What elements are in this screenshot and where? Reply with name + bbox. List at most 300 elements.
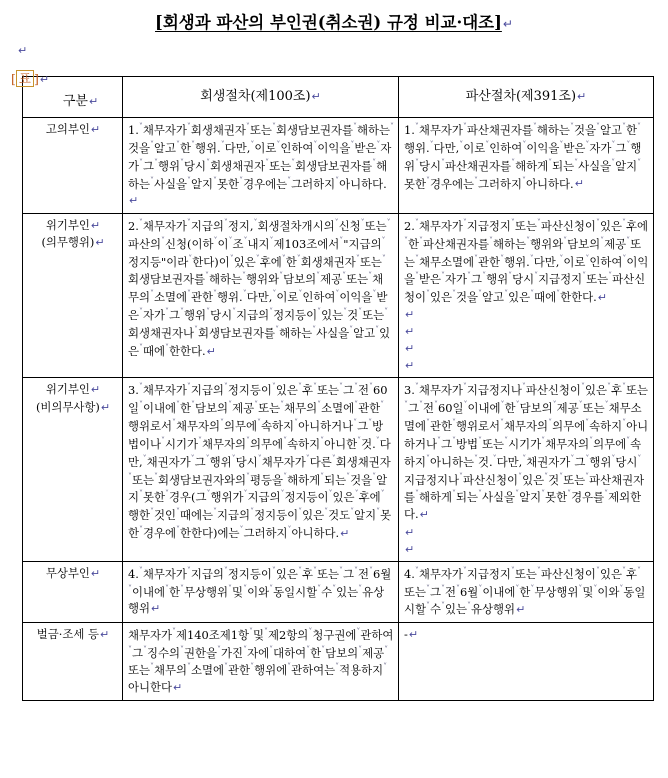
space-mark-icon: ˅ [271,565,276,575]
document-title-line [0,9,668,33]
space-mark-icon: ˅ [250,139,255,149]
space-mark-icon: ˅ [559,471,564,481]
space-mark-icon: ˅ [342,271,347,281]
space-mark-icon: ˅ [223,382,228,392]
space-mark-icon: ˅ [249,626,254,636]
row-label-line: 고의부인↵ [45,122,101,136]
space-mark-icon: ˅ [515,489,520,499]
space-mark-icon: ˅ [358,307,363,317]
space-mark-icon: ˅ [275,324,280,334]
space-mark-icon: ˅ [187,175,192,185]
space-mark-icon: ˅ [205,271,210,281]
space-mark-icon: ˅ [637,453,642,463]
space-mark-icon: ˅ [462,122,467,131]
space-mark-icon: ˅ [165,342,170,352]
space-mark-icon: ˅ [297,565,302,575]
paragraph-mark-icon: ↵ [100,400,111,414]
cell-empty-paragraph [404,357,649,374]
space-mark-icon: ˅ [231,453,236,463]
space-mark-icon: ˅ [269,583,274,593]
space-mark-icon: ˅ [139,525,144,535]
space-mark-icon: ˅ [530,289,535,299]
row-label-line: 무상부인↵ [45,565,101,580]
space-mark-icon: ˅ [532,122,537,131]
space-mark-icon: ˅ [172,626,177,636]
cell-empty-paragraph [404,323,649,340]
space-mark-icon: ˅ [452,418,457,428]
space-mark-icon: ˅ [452,289,457,299]
row-label-line: 위기부인↵ [45,217,101,232]
space-mark-icon: ˅ [414,217,419,227]
space-mark-icon: ˅ [563,235,568,245]
space-mark-icon: ˅ [515,583,520,593]
space-mark-icon: ˅ [567,489,572,499]
cell-paragraph: 채무자가˅제140조제1항˅및˅제2항의˅청구권에˅관하여˅그˅징수의˅권한을˅가진˅자에˅대하여˅한˅담보의˅제공˅또는˅채무의˅소멸에˅관한˅행위에˅관하여는˅적용하지˅아니한다↵ [128,626,394,695]
space-mark-icon: ˅ [243,489,248,499]
space-mark-icon: ˅ [188,253,193,263]
space-mark-icon: ˅ [313,139,318,149]
space-mark-icon: ˅ [187,289,192,299]
space-mark-icon: ˅ [595,217,600,227]
space-mark-icon: ˅ [585,139,590,149]
space-mark-icon: ˅ [611,139,616,149]
space-mark-icon: ˅ [372,471,377,481]
space-mark-icon: ˅ [536,565,541,575]
column-header-rehabilitation [123,77,399,118]
space-mark-icon: ˅ [384,307,389,317]
space-mark-icon: ˅ [206,157,211,167]
space-mark-icon: ˅ [358,644,363,654]
paragraph-mark-icon: ↵ [90,566,101,580]
space-mark-icon: ˅ [239,175,244,185]
space-mark-icon: ˅ [462,382,467,392]
space-mark-icon: ˅ [180,307,185,317]
space-mark-icon: ˅ [150,175,155,185]
space-mark-icon: ˅ [626,235,631,245]
space-mark-icon: ˅ [522,175,527,185]
space-mark-icon: ˅ [291,157,296,167]
space-mark-icon: ˅ [312,324,317,334]
table-tag-open-bracket: [ [11,71,16,86]
space-mark-icon: ˅ [559,139,564,149]
space-mark-icon: ˅ [419,235,424,245]
paragraph-mark-icon: ↵ [405,342,415,356]
cell-rehabilitation-2 [123,213,399,378]
space-mark-icon: ˅ [478,289,483,299]
table-header-row [23,77,654,118]
paragraph-mark-icon: ↵ [502,17,513,31]
paragraph-mark-icon: ↵ [405,308,415,322]
space-mark-icon: ˅ [346,471,351,481]
paragraph-mark-icon: ↵ [516,603,526,617]
space-mark-icon: ˅ [578,583,583,593]
space-mark-icon: ˅ [611,453,616,463]
space-mark-icon: ˅ [372,157,377,167]
space-mark-icon: ˅ [287,175,292,185]
paragraph-mark-icon: ↵ [90,123,101,136]
space-mark-icon: ˅ [187,662,192,672]
space-mark-icon: ˅ [128,583,132,593]
space-mark-icon: ˅ [414,565,419,575]
space-mark-icon: ˅ [271,122,276,131]
paragraph-mark-icon: ↵ [151,602,161,616]
space-mark-icon: ˅ [228,400,233,410]
cell-bankruptcy-1 [399,118,654,214]
space-mark-icon: ˅ [559,253,564,263]
space-mark-icon: ˅ [600,235,605,245]
space-mark-icon: ˅ [467,271,472,281]
space-mark-icon: ˅ [636,565,641,575]
space-mark-icon: ˅ [441,601,446,611]
space-mark-icon: ˅ [511,157,516,167]
space-mark-icon: ˅ [426,418,431,428]
cell-rehabilitation-3 [123,378,399,561]
cell-rehabilitation-1 [123,118,399,214]
space-mark-icon: ˅ [415,157,420,167]
space-mark-icon: ˅ [544,471,549,481]
space-mark-icon: ˅ [381,235,386,245]
space-mark-icon: ˅ [384,644,389,654]
cell-empty-paragraph [404,541,649,558]
space-mark-icon: ˅ [570,453,575,463]
space-mark-icon: ˅ [415,253,420,263]
space-mark-icon: ˅ [383,662,388,672]
space-mark-icon: ˅ [245,122,250,131]
space-mark-icon: ˅ [243,644,248,654]
space-mark-icon: ˅ [312,382,317,392]
space-mark-icon: ˅ [161,235,166,245]
space-mark-icon: ˅ [269,644,274,654]
space-mark-icon: ˅ [186,217,191,227]
space-mark-icon: ˅ [510,217,515,227]
paragraph-mark-icon: ↵ [206,344,216,358]
space-mark-icon: ˅ [213,235,218,245]
space-mark-icon: ˅ [462,217,467,227]
space-mark-icon: ˅ [176,139,181,149]
space-mark-icon: ˅ [637,157,642,167]
space-mark-icon: ˅ [280,400,285,410]
space-mark-icon: ˅ [585,418,590,428]
space-mark-icon: ˅ [272,289,277,299]
space-mark-icon: ˅ [297,382,302,392]
space-mark-icon: ˅ [224,662,229,672]
cell-bankruptcy-4 [399,561,654,622]
space-mark-icon: ˅ [441,271,446,281]
space-mark-icon: ˅ [139,342,144,352]
space-mark-icon: ˅ [504,289,509,299]
space-mark-icon: ˅ [352,122,357,131]
space-mark-icon: ˅ [478,583,483,593]
space-mark-icon: ˅ [574,157,579,167]
paragraph-mark-icon: ↵ [574,177,584,191]
cell-paragraph: 4.˅채무자가˅지급의˅정지등이˅있은˅후˅또는˅그˅전˅6월˅이내에˅한˅무상행위˅및˅이와˅동일시할˅수˅있는˅유상행위↵ [128,565,392,616]
space-mark-icon: ˅ [569,122,574,131]
space-mark-icon: ˅ [380,400,385,410]
space-mark-icon: ˅ [541,489,546,499]
space-mark-icon: ˅ [213,507,218,517]
space-mark-icon: ˅ [305,453,310,463]
space-mark-icon: ˅ [585,471,590,481]
space-mark-icon: ˅ [213,175,218,185]
space-mark-icon: ˅ [518,471,523,481]
space-mark-icon: ˅ [228,235,233,245]
space-mark-icon: ˅ [223,565,228,575]
space-mark-icon: ˅ [372,289,377,299]
space-mark-icon: ˅ [186,382,191,392]
paragraph-mark-icon: ↵ [405,542,415,556]
space-mark-icon: ˅ [279,271,284,281]
paragraph-mark-icon: ↵ [577,90,587,104]
space-mark-icon: ˅ [426,289,431,299]
space-mark-icon: ˅ [335,175,340,185]
space-mark-icon: ˅ [415,271,420,281]
space-mark-icon: ˅ [165,583,170,593]
space-mark-icon: ˅ [604,400,609,410]
cell-paragraph: 3.˅채무자가˅지급정지나˅파산신청이˅있은˅후˅또는˅그˅전˅60일˅이내에˅한˅담보의˅제공˅또는˅채무소멸에˅관한˅행위로서˅채무자의˅의무에˅속하지˅아니하거나˅그˅방법˅또는˅시기가˅채무자의˅의무에˅속하지˅아니하는˅것.˅다만,˅채권자가˅그˅행위˅당시˅지급정지나˅파산신청이˅있은˅것˅또는˅파산채권자를˅해하게˅되는˅사실을˅알지˅못한˅경우를˅제외한다.↵ [404,382,649,522]
space-mark-icon: ˅ [317,307,322,317]
space-mark-icon: ˅ [452,435,457,445]
space-mark-icon: ˅ [375,324,380,334]
space-mark-icon: ˅ [414,382,419,392]
space-mark-icon: ˅ [619,583,624,593]
space-mark-icon: ˅ [604,489,609,499]
space-mark-icon: ˅ [636,122,641,131]
cell-paragraph: -↵ [404,626,419,641]
space-mark-icon: ˅ [335,289,340,299]
cell-bankruptcy-5 [399,622,654,700]
space-mark-icon: ˅ [500,400,505,410]
space-mark-icon: ˅ [220,139,225,149]
space-mark-icon: ˅ [459,139,464,149]
space-mark-icon: ˅ [548,418,553,428]
space-mark-icon: ˅ [578,400,583,410]
space-mark-icon: ˅ [257,418,262,428]
cell-empty-paragraph [404,524,649,541]
space-mark-icon: ˅ [415,489,420,499]
space-mark-icon: ˅ [463,400,468,410]
space-mark-icon: ˅ [165,489,170,499]
space-mark-icon: ˅ [585,453,590,463]
space-mark-icon: ˅ [243,583,248,593]
space-mark-icon: ˅ [368,271,373,281]
cell-bankruptcy-3 [399,378,654,561]
space-mark-icon: ˅ [324,507,329,517]
page-title: [회생과 파산의 부인권(취소권) 규정 비교·대조] [155,13,502,32]
space-mark-icon: ˅ [254,400,259,410]
space-mark-icon: ˅ [456,583,461,593]
cell-paragraph: 1.˅채무자가˅파산채권자를˅해하는˅것을˅알고˅한˅행위.˅다만,˅이로˅인하여˅이익을˅받은˅자가˅그˅행위˅당시˅파산채권자를˅해하게˅되는˅사실을˅알지˅못한˅경우에는˅그러하지˅아니하다.↵ [404,122,642,191]
space-mark-icon: ˅ [478,489,483,499]
space-mark-icon: ˅ [534,271,539,281]
space-mark-icon: ˅ [356,626,361,636]
space-mark-icon: ˅ [621,122,626,131]
space-mark-icon: ˅ [220,418,225,428]
space-mark-icon: ˅ [191,400,196,410]
paragraph-mark-icon: ↵ [340,526,350,540]
space-mark-icon: ˅ [386,217,391,227]
space-mark-icon: ˅ [271,382,276,392]
space-mark-icon: ˅ [492,453,497,463]
space-mark-icon: ˅ [316,271,321,281]
space-mark-icon: ˅ [287,525,292,535]
space-mark-icon: ˅ [474,175,479,185]
space-mark-icon: ˅ [500,418,505,428]
space-mark-icon: ˅ [283,471,288,481]
space-mark-icon: ˅ [585,253,590,263]
space-mark-icon: ˅ [522,453,527,463]
space-mark-icon: ˅ [139,157,144,167]
space-mark-icon: ˅ [280,489,285,499]
space-mark-icon: ˅ [246,435,251,445]
space-mark-icon: ˅ [306,644,311,654]
space-mark-icon: ˅ [139,307,144,317]
space-mark-icon: ˅ [250,662,255,672]
table-tag-label: 표 [16,70,34,87]
space-mark-icon: ˅ [462,565,467,575]
space-mark-icon: ˅ [350,507,355,517]
space-mark-icon: ˅ [206,307,211,317]
row-label-2 [23,213,123,378]
space-mark-icon: ˅ [589,435,594,445]
paragraph-mark-icon: ↵ [405,525,415,539]
space-mark-icon: ˅ [328,489,333,499]
space-mark-icon: ˅ [298,289,303,299]
space-mark-icon: ˅ [500,253,505,263]
space-mark-icon: ˅ [529,253,534,263]
cell-paragraph: 2.˅채무자가˅지급의˅정지,˅회생절차개시의˅신청˅또는˅파산의˅신청(이하˅이˅조˅내지˅제103조에서˅"지급의˅정지등"이라˅한다)이˅있은˅후에˅한˅회생채권자˅또는˅회생담보권자를˅해하는˅행위와˅담보의˅제공˅또는˅채무의˅소멸에˅관한˅행위.˅다만,˅이로˅인하여˅이익을˅받은˅자가˅그˅행위˅당시˅지급의˅정지등이˅있는˅것˅또는˅회생채권자나˅회생담보권자를˅해하는˅사실을˅알고˅있은˅때에˅한한다.↵ [128,217,391,358]
space-mark-icon: ˅ [376,139,381,149]
space-mark-icon: ˅ [482,271,487,281]
space-mark-icon: ˅ [595,565,600,575]
cell-bankruptcy-2 [399,213,654,378]
space-mark-icon: ˅ [354,400,359,410]
space-mark-icon: ˅ [232,307,237,317]
space-mark-icon: ˅ [283,435,288,445]
space-mark-icon: ˅ [437,435,442,445]
space-mark-icon: ˅ [368,418,373,428]
space-mark-icon: ˅ [205,453,210,463]
space-mark-icon: ˅ [180,583,185,593]
cell-paragraph: 3.˅채무자가˅지급의˅정지등이˅있은˅후˅또는˅그˅전˅60일˅이내에˅한˅담보의˅제공˅또는˅채무의˅소멸에˅관한˅행위로서˅채무자의˅의무에˅속하지˅아니하거나˅그˅방법이나˅시기가˅채무자의˅의무에˅속하지˅아니한˅것.˅다만,˅채권자가˅그˅행위˅당시˅채무자가˅다른˅회생채권자˅또는˅회생담보권자와의˅평등을˅해하게˅되는˅것을˅알지˅못한˅경우(그˅행위가˅지급의˅정지등이˅있은˅후에˅행한˅것인˅때에는˅지급의˅정지등이˅있은˅것도˅알지˅못한˅경우에˅한한다)에는˅그러하지˅아니하다.↵ [128,382,392,540]
paragraph-mark-icon: ↵ [129,194,139,208]
paragraph-mark-icon: ↵ [100,627,110,641]
row-label-line: 위기부인↵ [45,382,101,397]
paragraph-mark-icon: ↵ [173,681,183,695]
space-mark-icon: ˅ [217,644,222,654]
space-mark-icon: ˅ [593,583,598,593]
table-body [23,77,654,701]
space-mark-icon: ˅ [317,400,322,410]
space-mark-icon: ˅ [606,382,611,392]
row-label-3 [23,378,123,561]
space-mark-icon: ˅ [253,217,258,227]
space-mark-icon: ˅ [154,471,159,481]
space-mark-icon: ˅ [508,271,513,281]
space-mark-icon: ˅ [334,217,339,227]
cell-paragraph: 4.˅채무자가˅지급정지˅또는˅파산신청이˅있은˅후˅또는˅그˅전˅6월˅이내에˅한˅무상행위˅및˅이와˅동일시할˅수˅있는˅유상행위↵ [404,565,646,617]
table-row [23,213,654,378]
space-mark-icon: ˅ [139,400,144,410]
space-mark-icon: ˅ [353,418,358,428]
space-mark-icon: ˅ [150,662,155,672]
space-mark-icon: ˅ [206,489,211,499]
cell-paragraph: 1.˅채무자가˅회생채권자˅또는˅회생담보권자를˅해하는˅것을˅알고˅한˅행위.˅다만,˅이로˅인하여˅이익을˅받은˅자가˅그˅행위˅당시˅회생채권자˅또는˅회생담보권자를˅해하는˅사실을˅알지˅못한˅경우에는˅그러하지˅아니하다.↵ [128,122,394,208]
cell-empty-paragraph [404,306,649,323]
space-mark-icon: ˅ [320,435,325,445]
space-mark-icon: ˅ [298,507,303,517]
space-mark-icon: ˅ [320,471,325,481]
table-tag-close-bracket: ] [33,71,39,86]
space-mark-icon: ˅ [194,324,199,334]
space-mark-icon: ˅ [510,565,515,575]
space-mark-icon: ˅ [138,382,143,392]
space-mark-icon: ˅ [350,139,355,149]
space-mark-icon: ˅ [138,122,143,131]
space-mark-icon: ˅ [521,382,526,392]
space-mark-icon: ˅ [172,418,177,428]
space-mark-icon: ˅ [338,382,343,392]
space-mark-icon: ˅ [239,525,244,535]
space-mark-icon: ˅ [621,382,626,392]
space-mark-icon: ˅ [355,253,360,263]
space-mark-icon: ˅ [331,453,336,463]
space-mark-icon: ˅ [358,583,363,593]
space-mark-icon: ˅ [426,175,431,185]
space-mark-icon: ˅ [150,507,155,517]
space-mark-icon: ˅ [213,289,218,299]
space-mark-icon: ˅ [611,157,616,167]
table-tag-marker [11,73,49,86]
empty-paragraph [17,44,27,57]
space-mark-icon: ˅ [608,271,613,281]
space-mark-icon: ˅ [556,289,561,299]
space-mark-icon: ˅ [281,253,286,263]
space-mark-icon: ˅ [265,157,270,167]
table-row [23,561,654,622]
space-mark-icon: ˅ [242,289,247,299]
space-mark-icon: ˅ [180,157,185,167]
space-mark-icon: ˅ [381,253,386,263]
paragraph-mark-icon: ↵ [39,73,50,86]
space-mark-icon: ˅ [582,271,587,281]
comparison-table [22,76,654,701]
space-mark-icon: ˅ [441,583,446,593]
space-mark-icon: ˅ [335,662,340,672]
space-mark-icon: ˅ [353,565,358,575]
space-mark-icon: ˅ [353,382,358,392]
column-header-rehabilitation-label: 회생절차(제100조) [200,89,311,105]
space-mark-icon: ˅ [296,253,301,263]
space-mark-icon: ˅ [276,139,281,149]
space-mark-icon: ˅ [321,644,326,654]
space-mark-icon: ˅ [419,400,424,410]
space-mark-icon: ˅ [622,253,627,263]
cell-rehabilitation-5 [123,622,399,700]
space-mark-icon: ˅ [287,662,292,672]
table-row [23,118,654,214]
space-mark-icon: ˅ [165,307,170,317]
space-mark-icon: ˅ [621,217,626,227]
space-mark-icon: ˅ [243,235,248,245]
space-mark-icon: ˅ [360,217,365,227]
space-mark-icon: ˅ [308,626,313,636]
space-mark-icon: ˅ [526,235,531,245]
column-header-bankruptcy [399,77,654,118]
space-mark-icon: ˅ [186,122,191,131]
space-mark-icon: ˅ [339,235,344,245]
space-mark-icon: ˅ [515,400,520,410]
space-mark-icon: ˅ [485,139,490,149]
